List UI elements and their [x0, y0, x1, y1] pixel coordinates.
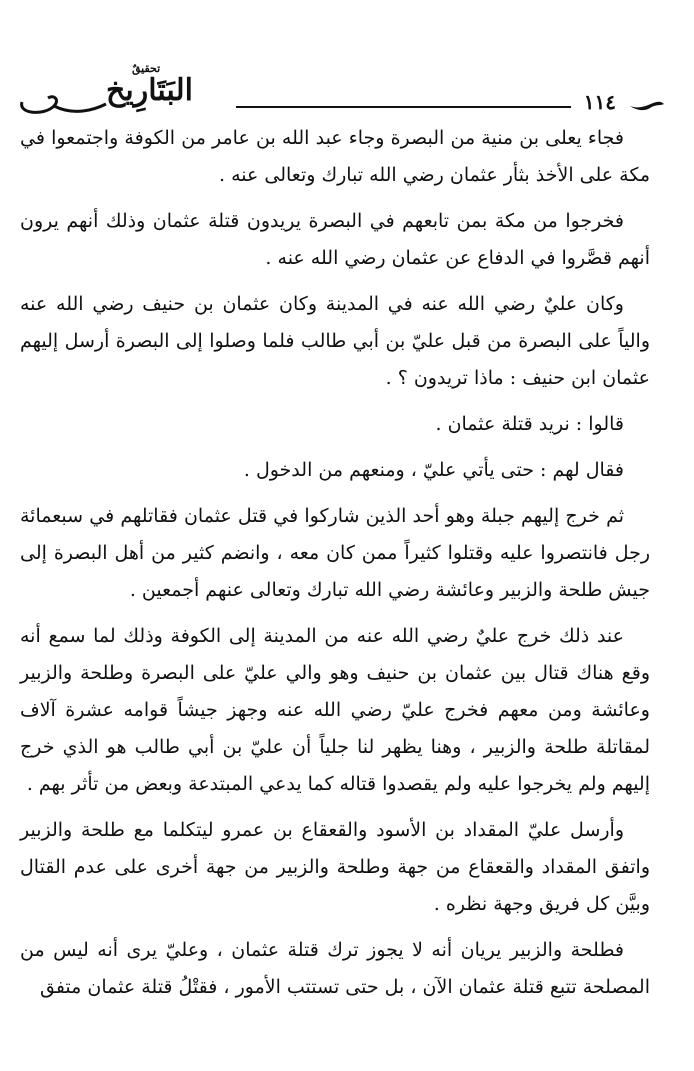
paragraph-8: وأرسل عليّ المقداد بن الأسود والقعقاع بن عمرو ليتكلما مع طلحة والزبير واتفق المقداد والقعقاع من جهة وطلحة والزبير من جهة أخرى على عدم القتال وبيَّن كل فريق وجهة نظره .: [20, 819, 650, 915]
paragraph-7: عند ذلك خرج عليٌ رضي الله عنه من المدينة إلى الكوفة وذلك لما سمع أنه وقع هناك قتال بين عثمان بن حنيف وهو والي عليّ على البصرة وطلحة والزبير وعائشة ومن معهم فخرج عليّ رضي الله عنه وجهز جيشاً قوامه عشرة آلاف لمقاتلة طلحة والزبير ، وهنا يظهر لنا جلياً أن عليّ بن أبي طالب هو الذي خرج إليهم ولم يخرجوا عليه ولم يقصدوا قتاله كما يدعي المبتدعة وبعض من تأثر بهم .: [20, 625, 650, 795]
header-rule: [236, 106, 571, 108]
paragraph-5: فقال لهم : حتى يأتي عليّ ، ومنعهم من الدخول .: [243, 459, 624, 481]
paragraph-4: قالوا : نريد قتلة عثمان .: [435, 413, 624, 435]
paragraph-2: فخرجوا من مكة بمن تابعهم في البصرة يريدون قتلة عثمان وذلك أنهم يرون أنهم قصَّروا في الدفاع عن عثمان رضي الله عنه .: [20, 210, 650, 269]
paragraph-3: وكان عليٌ رضي الله عنه في المدينة وكان عثمان بن حنيف رضي الله عنه والياً على البصرة من قبل عليّ بن أبي طالب فلما وصلوا إلى البصرة أرسل إليهم عثمان ابن حنيف : ماذا تريدون ؟ .: [20, 293, 650, 389]
title-swoosh-icon: [14, 80, 224, 120]
page-body: [20, 120, 650, 1015]
paragraph-1: فجاء يعلى بن منية من البصرة وجاء عبد الله بن عامر من الكوفة واجتمعوا في مكة على الأخذ بثأر عثمان رضي الله تبارك وتعالى عنه .: [20, 127, 650, 186]
paragraph-6: ثم خرج إليهم جبلة وهو أحد الذين شاركوا في قتل عثمان فقاتلهم في سبعمائة رجل فانتصروا عليه وقتلوا كثيراً ممن كان معه ، وانضم كثير من أهل البصرة إلى جيش طلحة والزبير وعائشة رضي الله تبارك وتعالى عنهم أجمعين .: [20, 505, 650, 601]
book-title-logo: [14, 62, 224, 122]
page-header: [14, 62, 666, 122]
calligraphic-swash-icon: [626, 92, 666, 118]
paragraph-9: فطلحة والزبير يريان أنه لا يجوز ترك قتلة عثمان ، وعليّ يرى أنه ليس من المصلحة تتبع قتلة عثمان الآن ، بل حتى تستتب الأمور ، فقتْلُ قتلة عثمان متفق: [20, 939, 650, 998]
book-title-top: تحقيقٌ: [132, 62, 161, 75]
book-title: البَتَارِيخ: [106, 73, 193, 108]
page-number: ١١٤: [583, 90, 616, 114]
